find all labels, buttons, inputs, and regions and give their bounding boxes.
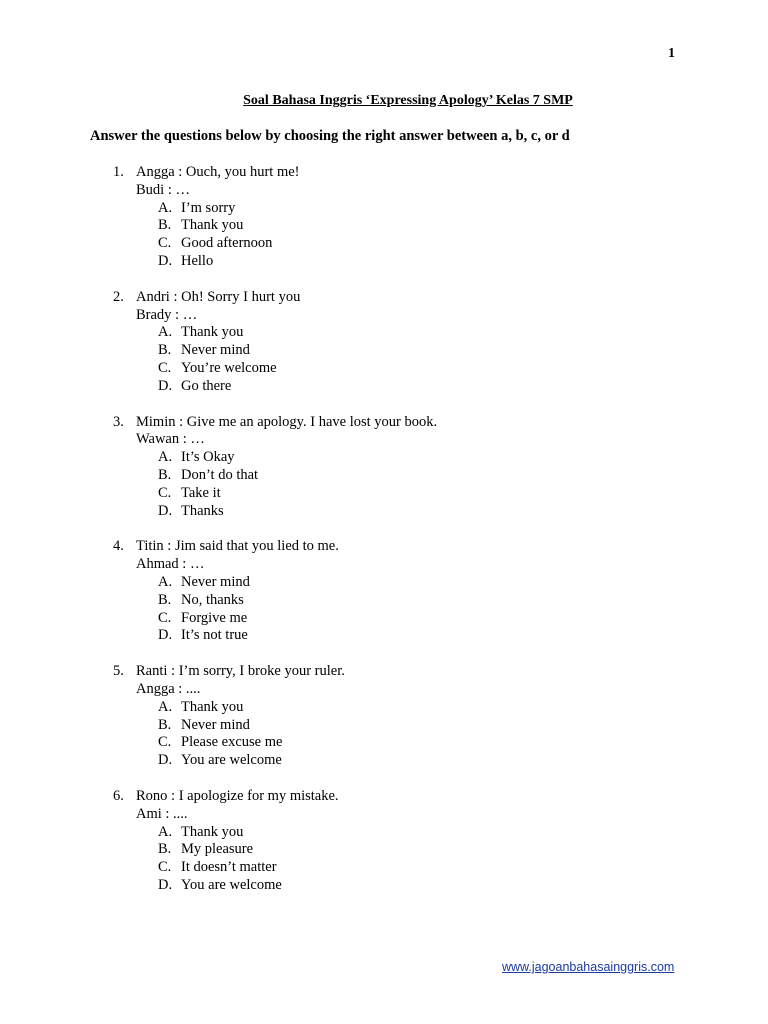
- option-letter: A.: [158, 199, 173, 216]
- question-respondent: Ahmad : …: [136, 556, 205, 573]
- answer-option: [158, 324, 437, 342]
- question-prompt: Rono : I apologize for my mistake.: [136, 787, 339, 804]
- option-text: You are welcome: [181, 876, 282, 893]
- option-text: Never mind: [181, 716, 250, 733]
- question-prompt: Mimin : Give me an apology. I have lost your book.: [136, 413, 438, 430]
- option-text: Never mind: [181, 573, 250, 590]
- answer-option: [158, 485, 437, 503]
- option-letter: B.: [158, 716, 172, 733]
- question-item: [113, 289, 437, 396]
- page-number: 1: [668, 46, 675, 61]
- option-text: Never mind: [181, 342, 250, 359]
- answer-option: [158, 574, 437, 592]
- answer-options: [113, 324, 437, 395]
- option-letter: A.: [158, 573, 173, 590]
- option-letter: D.: [158, 377, 173, 394]
- question-respondent: Budi : …: [136, 181, 190, 198]
- option-text: Forgive me: [181, 609, 248, 626]
- option-text: It’s not true: [181, 627, 248, 644]
- option-text: Take it: [181, 484, 221, 501]
- option-letter: C.: [158, 734, 172, 751]
- question-list: [113, 164, 437, 913]
- option-letter: C.: [158, 859, 172, 876]
- option-letter: D.: [158, 752, 173, 769]
- option-text: Hello: [181, 252, 214, 269]
- option-letter: A.: [158, 698, 173, 715]
- answer-option: [158, 752, 437, 770]
- question-prompt-line: [113, 289, 437, 307]
- answer-option: [158, 467, 437, 485]
- answer-option: [158, 877, 437, 895]
- option-text: Thank you: [181, 823, 244, 840]
- option-letter: D.: [158, 502, 173, 519]
- answer-option: [158, 449, 437, 467]
- question-item: [113, 663, 437, 770]
- question-item: [113, 414, 437, 521]
- answer-option: [158, 841, 437, 859]
- instruction: Answer the questions below by choosing the right answer between a, b, c, or d: [90, 128, 570, 144]
- answer-option: [158, 610, 437, 628]
- option-text: I’m sorry: [181, 199, 236, 216]
- answer-option: [158, 360, 437, 378]
- question-number: 4.: [113, 538, 124, 555]
- question-number: 6.: [113, 787, 124, 804]
- question-number: 1.: [113, 164, 124, 180]
- option-letter: D.: [158, 627, 173, 644]
- option-text: Thanks: [181, 502, 224, 519]
- option-text: Thank you: [181, 217, 244, 234]
- answer-option: [158, 824, 437, 842]
- document-title: Soal Bahasa Inggris ‘Expressing Apology’ Kelas 7 SMP: [243, 93, 573, 108]
- option-letter: C.: [158, 609, 172, 626]
- answer-options: [113, 200, 437, 271]
- option-text: No, thanks: [181, 591, 244, 608]
- option-letter: A.: [158, 823, 173, 840]
- option-text: My pleasure: [181, 841, 254, 858]
- footer-website-link[interactable]: www.jagoanbahasainggris.com: [502, 960, 675, 974]
- question-respondent: Angga : ....: [136, 680, 201, 697]
- question-prompt-line: [113, 663, 437, 681]
- question-number: 5.: [113, 663, 124, 680]
- question-item: [113, 164, 437, 271]
- answer-option: [158, 699, 437, 717]
- option-text: It doesn’t matter: [181, 859, 277, 876]
- question-item: [113, 538, 437, 645]
- question-prompt-line: [113, 788, 437, 806]
- answer-option: [158, 253, 437, 271]
- option-letter: B.: [158, 217, 172, 234]
- answer-options: [113, 824, 437, 895]
- question-prompt: Andri : Oh! Sorry I hurt you: [136, 288, 301, 305]
- option-letter: A.: [158, 324, 173, 341]
- option-text: Don’t do that: [181, 466, 259, 483]
- answer-options: [113, 699, 437, 770]
- option-letter: D.: [158, 876, 173, 893]
- question-prompt: Ranti : I’m sorry, I broke your ruler.: [136, 663, 345, 680]
- option-text: Go there: [181, 377, 232, 394]
- question-prompt-line: [113, 414, 437, 432]
- answer-option: [158, 717, 437, 735]
- answer-option: [158, 342, 437, 360]
- option-letter: D.: [158, 252, 173, 269]
- answer-option: [158, 235, 437, 253]
- answer-option: [158, 859, 437, 877]
- question-respondent: Wawan : …: [136, 431, 205, 448]
- question-item: [113, 788, 437, 895]
- answer-option: [158, 627, 437, 645]
- question-number: 3.: [113, 413, 124, 430]
- question-prompt-line: [113, 538, 437, 556]
- answer-options: [113, 449, 437, 520]
- question-prompt: Titin : Jim said that you lied to me.: [136, 538, 339, 555]
- question-respondent: Brady : …: [136, 306, 198, 323]
- answer-option: [158, 734, 437, 752]
- question-prompt-line: [113, 164, 437, 182]
- option-text: You are welcome: [181, 752, 282, 769]
- option-letter: C.: [158, 235, 172, 252]
- answer-option: [158, 592, 437, 610]
- question-respondent: Ami : ....: [136, 805, 188, 822]
- option-letter: B.: [158, 591, 172, 608]
- option-text: You’re welcome: [181, 359, 277, 376]
- option-letter: C.: [158, 359, 172, 376]
- option-letter: C.: [158, 484, 172, 501]
- answer-option: [158, 200, 437, 218]
- option-text: Thank you: [181, 324, 244, 341]
- option-letter: B.: [158, 466, 172, 483]
- option-text: Please excuse me: [181, 734, 283, 751]
- answer-options: [113, 574, 437, 645]
- question-number: 2.: [113, 288, 124, 305]
- answer-option: [158, 217, 437, 235]
- answer-option: [158, 378, 437, 396]
- option-letter: B.: [158, 841, 172, 858]
- option-text: Good afternoon: [181, 235, 273, 252]
- option-letter: B.: [158, 342, 172, 359]
- option-letter: A.: [158, 449, 173, 466]
- option-text: It’s Okay: [181, 449, 235, 466]
- option-text: Thank you: [181, 698, 244, 715]
- question-prompt: Angga : Ouch, you hurt me!: [136, 164, 300, 180]
- answer-option: [158, 503, 437, 521]
